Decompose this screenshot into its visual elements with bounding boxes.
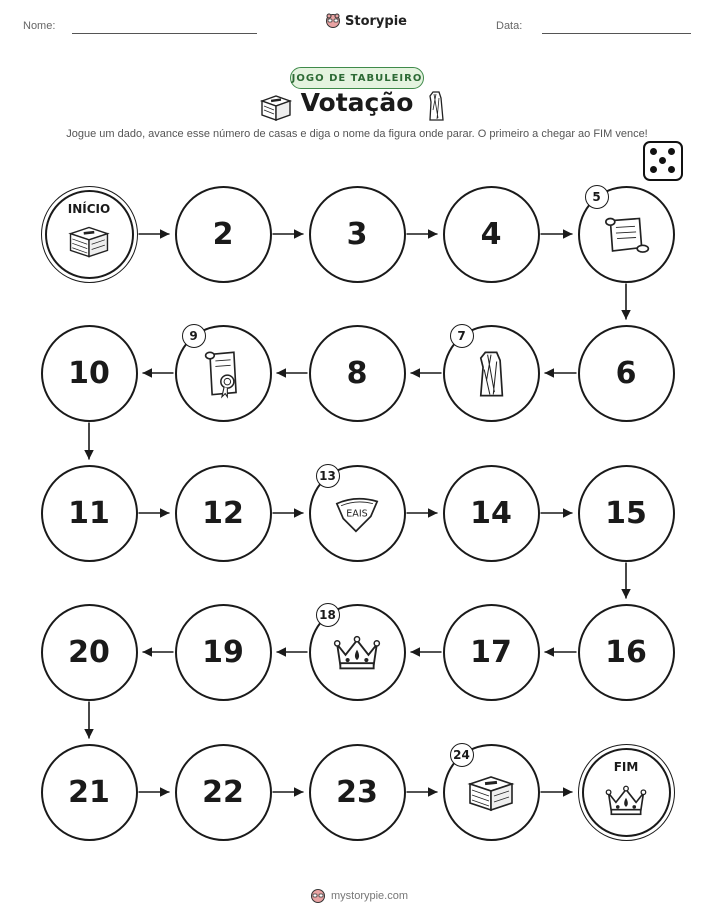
space-number: 16 xyxy=(605,634,647,670)
board-space-7 xyxy=(443,325,540,422)
space-number: 23 xyxy=(336,774,378,810)
space-number-badge: 9 xyxy=(182,324,206,348)
space-number-badge: 13 xyxy=(316,464,340,488)
instructions-text: Jogue um dado, avance esse número de casas e diga o nome da figura onde parar. O primeiro a chegar ao FIM vence! xyxy=(66,128,648,140)
board-space-24 xyxy=(443,744,540,841)
space-number: 8 xyxy=(346,355,368,391)
diploma-icon xyxy=(203,349,243,403)
category-badge: JOGO DE TABULEIRO xyxy=(290,67,424,89)
ostracon-icon xyxy=(332,493,382,540)
board-space-14 xyxy=(443,465,540,562)
board-space-5 xyxy=(578,186,675,283)
storypie-mascot-icon xyxy=(310,888,326,904)
space-number-badge: 5 xyxy=(585,185,609,209)
board-space-20 xyxy=(41,604,138,701)
board-space-13 xyxy=(309,465,406,562)
board-space-10 xyxy=(41,325,138,422)
board-space-18 xyxy=(309,604,406,701)
space-number-badge: 7 xyxy=(450,324,474,348)
space-number: 10 xyxy=(68,355,110,391)
brand-name: Storypie xyxy=(345,13,407,29)
space-number: 20 xyxy=(68,634,110,670)
start-label: INÍCIO xyxy=(67,201,111,216)
crown-icon xyxy=(332,634,382,676)
space-start xyxy=(41,186,138,283)
board-space-19 xyxy=(175,604,272,701)
board-space-8 xyxy=(309,325,406,422)
finish-label: FIM xyxy=(613,759,639,774)
crown-icon xyxy=(604,784,648,821)
page-title: Votação xyxy=(300,88,414,117)
scroll-icon xyxy=(601,214,651,261)
board-space-3 xyxy=(309,186,406,283)
space-number: 14 xyxy=(470,495,512,531)
space-number-badge: 18 xyxy=(316,603,340,627)
space-number: 22 xyxy=(202,774,244,810)
board-space-6 xyxy=(578,325,675,422)
toga-icon xyxy=(476,349,506,403)
space-number: 19 xyxy=(202,634,244,670)
board-space-21 xyxy=(41,744,138,841)
board-space-22 xyxy=(175,744,272,841)
space-number-badge: 24 xyxy=(450,743,474,767)
board-space-9 xyxy=(175,325,272,422)
space-number: 12 xyxy=(202,495,244,531)
ballot-box-icon xyxy=(67,224,111,263)
date-label: Data: xyxy=(496,20,523,32)
footer xyxy=(310,888,408,904)
board-space-11 xyxy=(41,465,138,562)
space-finish xyxy=(578,744,675,841)
board-space-4 xyxy=(443,186,540,283)
footer-url[interactable]: mystorypie.com xyxy=(331,890,409,902)
svg-text:EAIS: EAIS xyxy=(346,508,368,520)
board-space-15 xyxy=(578,465,675,562)
space-number: 6 xyxy=(615,355,637,391)
board-space-12 xyxy=(175,465,272,562)
board-space-23 xyxy=(309,744,406,841)
space-number: 2 xyxy=(212,216,234,252)
board-space-17 xyxy=(443,604,540,701)
space-number: 4 xyxy=(480,216,502,252)
name-label: Nome: xyxy=(23,20,56,32)
board-space-2 xyxy=(175,186,272,283)
board-space-16 xyxy=(578,604,675,701)
space-number: 21 xyxy=(68,774,110,810)
space-number: 11 xyxy=(68,495,110,531)
ballot-box-icon xyxy=(466,773,516,817)
space-number: 15 xyxy=(605,495,647,531)
space-number: 17 xyxy=(470,634,512,670)
space-number: 3 xyxy=(346,216,368,252)
